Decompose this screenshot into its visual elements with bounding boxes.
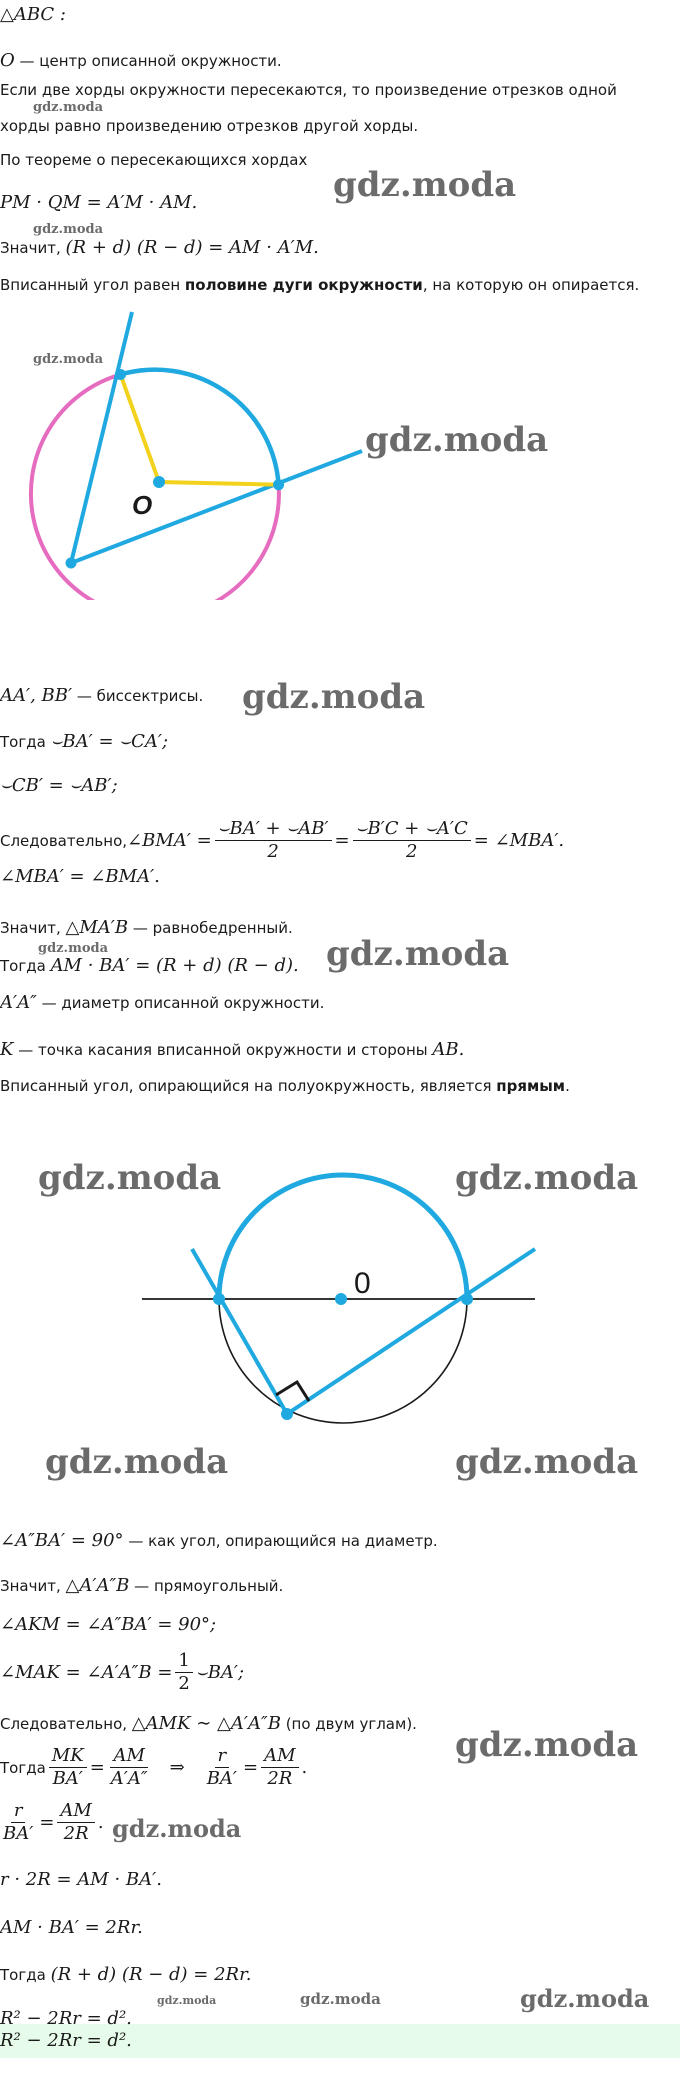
watermark: gdz.moda (38, 1158, 222, 1198)
text: Значит, (0, 239, 66, 257)
math-text: △MA′B (65, 917, 129, 938)
arc-blue (121, 370, 279, 485)
fraction (261, 1745, 298, 1790)
denominator: BA′ (206, 1768, 238, 1789)
math-text: R² − 2Rr = d². (0, 2030, 132, 2051)
arc-eq-2 (0, 775, 118, 797)
bold-text: прямым (496, 1077, 566, 1095)
text: Значит, (0, 919, 66, 937)
eq-result-final (0, 2030, 132, 2052)
denominator: 2 (405, 841, 418, 862)
watermark: gdz.moda (333, 165, 517, 205)
bisectors (0, 685, 203, 707)
denominator: A′A″ (110, 1768, 148, 1789)
fraction (108, 1745, 151, 1790)
numerator: r (11, 1800, 26, 1823)
fraction (353, 818, 471, 863)
center-point (153, 476, 165, 488)
math-text: O (0, 50, 15, 71)
watermark: gdz.moda (112, 1814, 242, 1843)
implies-arrow: ⇒ (169, 1757, 185, 1778)
line-center-O (0, 50, 282, 72)
math-text: = (89, 1757, 105, 1778)
text: (по двум углам). (280, 1715, 417, 1733)
denominator: 2 (267, 841, 279, 862)
fraction (0, 1800, 36, 1845)
eq-then (0, 1964, 251, 1986)
math-text: AA′, BB′ (0, 685, 73, 706)
math-text: ⌣BA′; (195, 1662, 245, 1683)
point (213, 1293, 225, 1305)
text: Тогда (0, 1758, 46, 1777)
tangent-point (0, 1039, 464, 1061)
ratio-eq-2 (0, 1800, 104, 1845)
denominator: 2R (267, 1768, 293, 1789)
diameter (0, 992, 324, 1014)
fraction (49, 1745, 87, 1790)
watermark: gdz.moda (242, 677, 426, 717)
right-angle-mark (276, 1382, 309, 1401)
center-point (335, 1293, 347, 1305)
text: Вписанный угол, опирающийся на полуокружность, является (0, 1077, 497, 1095)
right-angle-statement (0, 1530, 438, 1552)
math-text: R² − 2Rr = d². (0, 2008, 132, 2029)
text: — точка касания вписанной окружности и стороны (13, 1041, 433, 1059)
text: Если две хорды окружности пересекаются, то произведение отрезков одной (0, 81, 617, 99)
similar-triangles (0, 1713, 417, 1735)
denominator: BA′ (3, 1823, 34, 1844)
text: Тогда (0, 957, 51, 975)
math-text: ∠MAK = ∠A′A″B = (0, 1662, 173, 1683)
text: — как угол, опирающийся на диаметр. (123, 1532, 438, 1550)
right-triangle (0, 1575, 283, 1597)
text: — диаметр описанной окружности. (36, 994, 325, 1012)
watermark: gdz.moda (520, 1984, 650, 2013)
text: Вписанный угол равен (0, 276, 185, 294)
watermark: gdz.moda (157, 1994, 217, 2007)
denominator: BA′ (52, 1768, 83, 1789)
numerator: 1 (175, 1650, 192, 1673)
math-text: PM · QM = A′M · AM. (0, 192, 198, 213)
chord-line-2 (71, 451, 362, 563)
center-label: O (132, 490, 153, 520)
by-theorem (0, 149, 307, 171)
text: , на которую он опирается. (422, 276, 640, 294)
math-text: △ABC : (0, 4, 66, 25)
math-text: A′A″ (0, 992, 37, 1013)
math-text: . (301, 1757, 308, 1778)
chord-theorem-2 (0, 115, 418, 137)
point (66, 558, 77, 569)
arc-eq-1 (0, 731, 168, 753)
watermark: gdz.moda (300, 1990, 381, 2008)
center-label: 0 (354, 1267, 371, 1300)
watermark: gdz.moda (455, 1442, 639, 1482)
text: Тогда (0, 1966, 51, 1984)
text: . (565, 1077, 570, 1095)
denominator: 2 (178, 1673, 190, 1694)
angle-akm (0, 1614, 216, 1636)
watermark: gdz.moda (455, 1158, 639, 1198)
numerator: ⌣BA′ + ⌣AB′ (215, 818, 332, 841)
numerator: r (215, 1745, 230, 1768)
math-text: (R + d) (R − d) = 2Rr. (50, 1964, 252, 1985)
eq-result-1 (0, 2008, 132, 2030)
line-right (287, 1249, 535, 1414)
math-text: ∠BMA′ = (127, 830, 212, 851)
math-text: = ∠MBA′. (473, 830, 565, 851)
angle-eq-fraction (0, 818, 564, 863)
watermark: gdz.moda (33, 100, 104, 115)
watermark: gdz.moda (38, 941, 109, 956)
point (461, 1293, 473, 1305)
math-text: = (39, 1812, 55, 1833)
fraction (57, 1800, 94, 1845)
math-text: K (0, 1039, 14, 1060)
angle-eq-2 (0, 866, 160, 888)
central-angle (121, 375, 279, 485)
text: Следовательно, (0, 1715, 132, 1733)
eq-am-ba (0, 1917, 143, 1939)
math-text: (R + d) (R − d) = AM · A′M. (65, 237, 319, 258)
ratio-eq (0, 1745, 307, 1790)
semicircle-rule (0, 1075, 570, 1097)
math-text: AM · BA′ = (R + d) (R − d). (50, 955, 299, 976)
math-text: r · 2R = AM · BA′. (0, 1869, 162, 1890)
text: — равнобедренный. (128, 919, 293, 937)
math-text: ∠AKM = ∠A″BA′ = 90°; (0, 1614, 217, 1635)
watermark: gdz.moda (33, 352, 104, 367)
text: — прямоугольный. (129, 1577, 284, 1595)
chord-line-1 (71, 312, 132, 563)
math-text: . (97, 1812, 104, 1833)
text: По теореме о пересекающихся хордах (0, 151, 308, 169)
arc-blue-top (219, 1175, 467, 1299)
math-text: ⌣CB′ = ⌣AB′; (0, 775, 118, 796)
numerator: MK (49, 1745, 87, 1768)
eq-r2R (0, 1869, 162, 1891)
text: — биссектрисы. (72, 687, 204, 705)
isosceles (0, 917, 293, 939)
numerator: AM (57, 1800, 94, 1823)
inscribed-angle-rule (0, 274, 639, 296)
math-text: AM · BA′ = 2Rr. (0, 1917, 143, 1938)
math-text: △AMK ∼ △A′A″B (131, 1713, 281, 1734)
math-text: AB. (432, 1039, 465, 1060)
angle-mak (0, 1650, 244, 1695)
product-eq (0, 955, 299, 977)
math-text: = (243, 1757, 259, 1778)
math-text: ∠A″BA′ = 90° (0, 1530, 124, 1551)
watermark: gdz.moda (33, 222, 104, 237)
watermark: gdz.moda (455, 1725, 639, 1765)
fraction (204, 1745, 240, 1790)
numerator: AM (110, 1745, 147, 1768)
text: хорды равно произведению отрезков другой хорды. (0, 117, 419, 135)
watermark: gdz.moda (326, 934, 510, 974)
bold-text: половине дуги окружности (184, 276, 423, 294)
math-text: ∠MBA′ = ∠BMA′. (0, 866, 160, 887)
chord-theorem-1 (0, 79, 617, 101)
point (273, 479, 284, 490)
text: Значит, (0, 1577, 66, 1595)
text: Следовательно, (0, 831, 128, 850)
denominator: 2R (63, 1823, 89, 1844)
watermark: gdz.moda (45, 1442, 229, 1482)
numerator: ⌣B′C + ⌣A′C (353, 818, 471, 841)
math-text: △A′A″B (65, 1575, 130, 1596)
watermark: gdz.moda (365, 420, 549, 460)
math-text: ⌣BA′ = ⌣CA′; (50, 731, 169, 752)
fraction (215, 818, 332, 863)
numerator: AM (261, 1745, 298, 1768)
point (281, 1408, 293, 1420)
line-left (192, 1249, 287, 1414)
fraction (175, 1650, 192, 1695)
text: — центр описанной окружности. (14, 52, 282, 70)
triangle-abc (0, 4, 66, 26)
text: Тогда (0, 733, 51, 751)
eq-r-d (0, 237, 319, 259)
math-text: = (334, 830, 350, 851)
point (115, 369, 126, 380)
eq-pm-qm (0, 192, 197, 214)
